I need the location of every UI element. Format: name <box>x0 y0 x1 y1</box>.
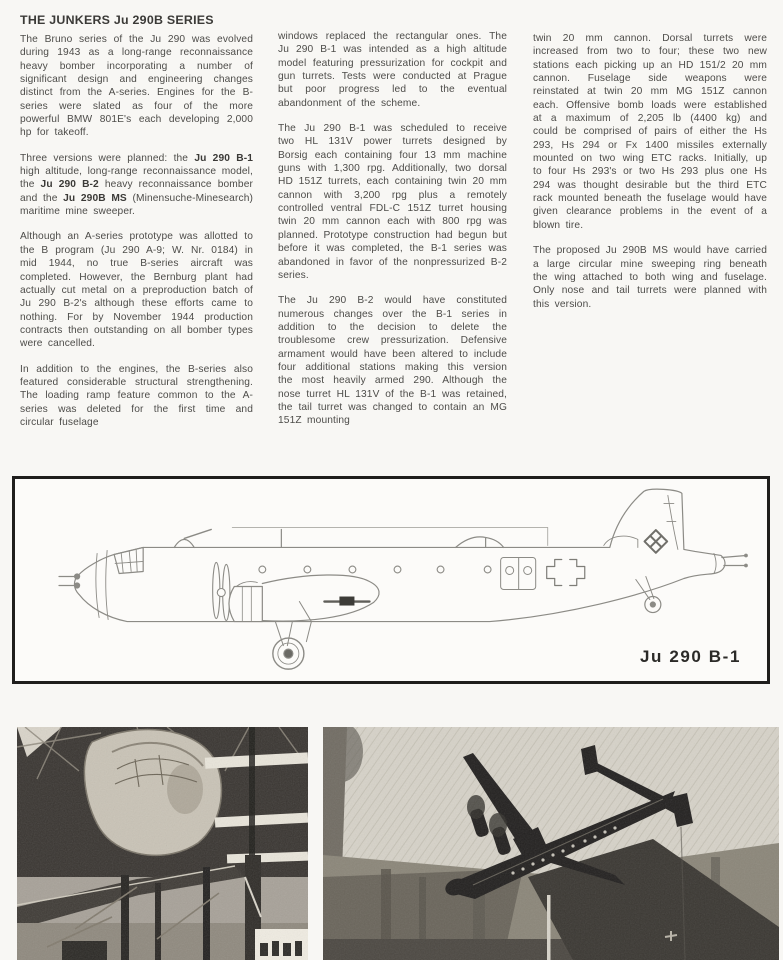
dorsal-turret-rear <box>456 537 504 548</box>
photo-display-model <box>323 727 779 960</box>
engine-nacelle <box>229 582 262 622</box>
figure-label: Ju 290 B-1 <box>639 647 741 666</box>
paragraph: Three versions were planned: the Ju 290 B-1 high altitude, long-range reconnaissance model, the Ju 290 B-2 heavy reconnaissance bomber and the Ju 290B MS (Minensuche-Minesearch) maritime mine sweeper. <box>20 152 254 218</box>
aircraft-drawing-figure <box>12 476 770 684</box>
fuselage-outline <box>74 489 725 621</box>
paragraph: Although an A-series prototype was allotted to the B program (Ju 290 A-9; W. Nr. 0184) in mid 1944, no true B-series aircraft was completed. However, the Bernburg plant had actually cut metal on a preproduction batch of Ju 290 B-2's although these efforts came to nothing. For by November 1944 production contracts then outstanding on all bomber types were cancelled. <box>20 231 253 350</box>
dorsal-turret-front <box>174 529 211 547</box>
far-wing-line <box>232 527 547 545</box>
text-column-3 <box>533 32 767 311</box>
paragraph: twin 20 mm cannon. Dorsal turrets were increased from two to four; these two new stations each picking up an HD 151/2 20 mm cannon. Fuselage side weapons were reinstated at twin 20 mm MG 151Z cannon each. Offensive bomb loads were established at a maximum of 2,205 lb (4400 kg) and could be comprised of pairs of either the Hs 293, Hs 294 or Fx 1400 missiles externally mounted on two wing ETC racks. Initially, up to four Hs 293's or two Hs 293 plus one Hs 294 was thought desirable but the third ETC rack mounted beneath the fuselage would have given clearance problems in the event of a blown tire. <box>533 33 767 231</box>
paragraph: The Bruno series of the Ju 290 was evolved during 1943 as a long-range reconnaissance heavy bomber incorporating a number of significant design and engineering changes distinct from the A-series. Engines for the B-series were slated as four of the more powerful BMW 801E's each developing 2,000 hp for takeoff. <box>20 34 253 139</box>
paragraph: windows replaced the rectangular ones. The Ju 290 B-1 was intended as a high altitude model featuring pressurization for cockpit and gun turrets. Tests were conducted at Prague but poor progress led to the eventual abandonment of the scheme. <box>278 31 507 109</box>
text-column-2 <box>278 30 507 428</box>
factory-photo-graphic <box>17 727 308 960</box>
text-column-1 <box>20 13 253 429</box>
paragraph: The Ju 290 B-1 was scheduled to receive two HL 131V power turrets designed by Borsig each containing four 13 mm machine guns with 1,300 rpg. Additionally, two dorsal HD 151Z turrets, each containing twin 20 mm cannon with 3,200 rpg plus a remotely controlled ventral FDL-C 151Z turret housing twin 20 mm cannon each with 800 rpg was planned. Prototype construction had begun but before it was completed, the B-1 series was abandoned in favor of the nonpressurized B-2 series. <box>278 123 507 281</box>
paragraph: The Ju 290 B-2 would have constituted numerous changes over the B-1 series in addition to the decision to delete the troublesome crew pressurization. Defensive armament would have been altered to include four additional stations making this version the most heavily armed 290. Although the nose turret HL 131V of the B-1 was retained, the tail turret was changed to contain an MG 151Z mounting <box>278 295 507 427</box>
photo-factory-assembly <box>17 727 308 960</box>
article-title: THE JUNKERS Ju 290B SERIES <box>20 13 214 27</box>
model-photo-graphic <box>323 727 779 960</box>
paragraph: The proposed Ju 290B MS would have carried a large circular mine sweeping ring beneath the wing attached to both wing and fuselage. Only nose and tail turrets were planned with this version. <box>533 245 767 310</box>
paragraph: In addition to the engines, the B-series also featured considerable structural strengthening. The loading ramp feature common to the A-series was deleted for the first time and circular fuselage <box>20 363 253 428</box>
